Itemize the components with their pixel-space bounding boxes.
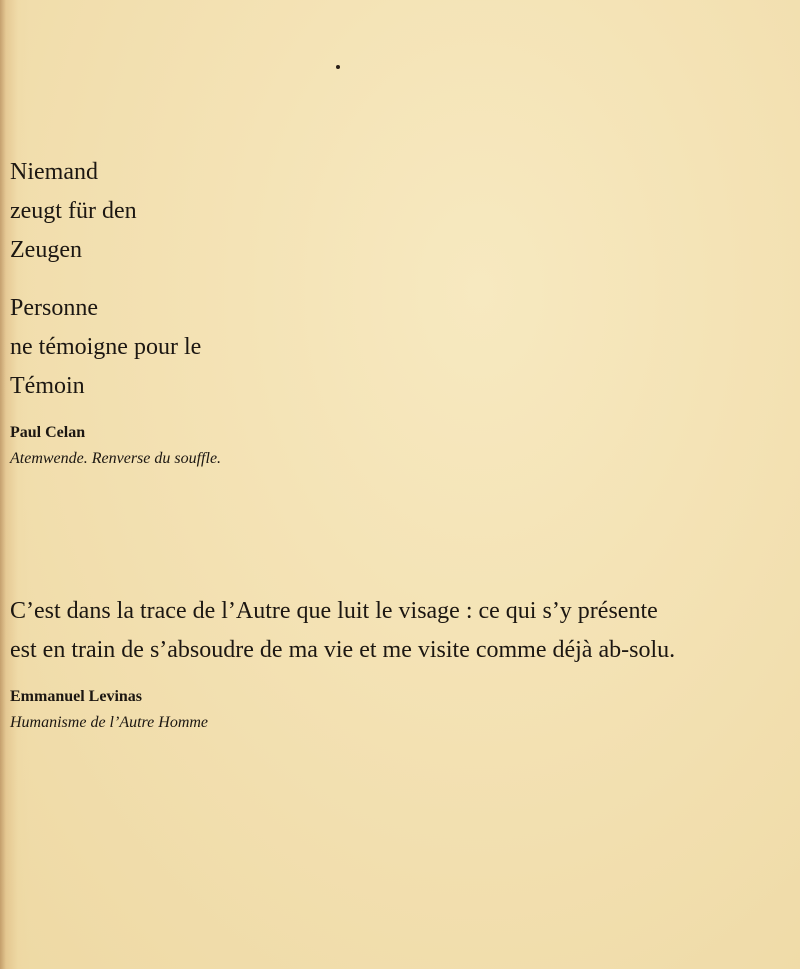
levinas-epigraph (10, 592, 675, 736)
german-line-3: Zeugen (10, 237, 82, 263)
german-line-2: zeugt für den (10, 198, 137, 224)
french-line-2: ne témoigne pour le (10, 334, 202, 360)
levinas-source: Humanisme de l’Autre Homme (10, 714, 209, 731)
levinas-quote-line-1: C’est dans la trace de l’Autre que luit le visage : ce qui s’y présente (10, 598, 658, 624)
french-line-3: Témoin (10, 373, 85, 399)
levinas-quote-line-2: est en train de s’absoudre de ma vie et me visite comme déjà ab-solu. (10, 637, 676, 663)
ink-speck (336, 65, 340, 69)
celan-epigraph (10, 153, 221, 472)
celan-source: Atemwende. Renverse du souffle. (10, 450, 222, 467)
celan-author: Paul Celan (10, 424, 86, 441)
french-line-1: Personne (10, 295, 98, 321)
german-line-1: Niemand (10, 159, 98, 185)
levinas-author: Emmanuel Levinas (10, 688, 143, 705)
